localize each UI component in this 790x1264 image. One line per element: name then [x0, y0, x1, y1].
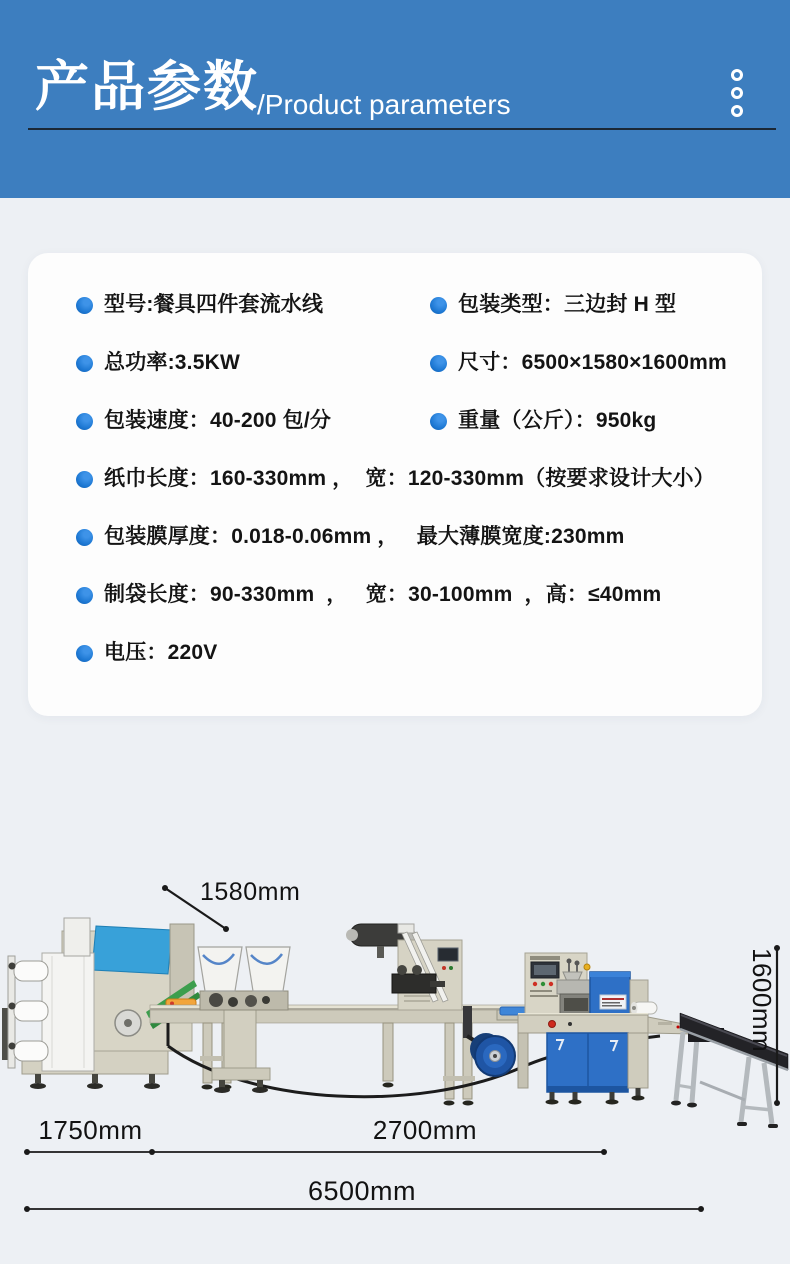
spec-row-speed-weight [28, 392, 762, 450]
header-divider [28, 128, 776, 130]
bullet-icon [76, 297, 93, 314]
spec-voltage [76, 640, 217, 665]
dim-label-width: 1580mm [200, 878, 301, 906]
packaging-machine-unit [497, 953, 694, 1105]
bullet-icon [76, 529, 93, 546]
spec-tissue-size-text: 纸巾长度：160-330mm ， 宽：120-330mm（按要求设计大小） [104, 467, 715, 491]
spec-model-text: 型号:餐具四件套流水线 [104, 293, 324, 317]
spec-film [76, 524, 624, 549]
bullet-icon [76, 471, 93, 488]
page-title: 产品参数 [35, 57, 259, 117]
spec-row-bag-size [28, 566, 762, 624]
dim-label-height: 1600mm [747, 948, 777, 1053]
dot-icon [731, 105, 743, 117]
bullet-icon [76, 413, 93, 430]
dot-icon [731, 69, 743, 81]
spec-weight [430, 408, 656, 433]
spec-model [76, 292, 430, 317]
page-subtitle: /Product parameters [257, 89, 511, 120]
spec-size-text: 尺寸：6500×1580×1600mm [458, 351, 727, 375]
spec-speed-text: 包装速度：40-200 包/分 [104, 409, 332, 433]
spec-bag-size [76, 582, 661, 607]
spec-voltage-text: 电压：220V [104, 641, 218, 665]
spec-power [76, 350, 430, 375]
bullet-icon [430, 355, 447, 372]
spec-tissue-size [76, 466, 715, 491]
page-header [0, 0, 790, 198]
spec-size [430, 350, 727, 375]
spec-speed [76, 408, 430, 433]
bullet-icon [430, 413, 447, 430]
dim-line-1750-2700 [24, 1149, 607, 1155]
dot-icon [731, 87, 743, 99]
spec-row-film [28, 508, 762, 566]
bullet-icon [76, 355, 93, 372]
bullet-icon [76, 587, 93, 604]
dim-label-segment1: 1750mm [38, 1115, 143, 1145]
control-reel-unit [346, 924, 462, 1010]
spec-bag-size-text: 制袋长度：90-330mm ， 宽：30-100mm ，高：≤40mm [104, 583, 662, 607]
spec-package-type [430, 292, 676, 317]
spec-weight-text: 重量（公斤）：950kg [458, 409, 657, 433]
dim-label-segment2: 2700mm [372, 1115, 478, 1145]
bullet-icon [76, 645, 93, 662]
spec-package-type-text: 包装类型：三边封 H 型 [458, 293, 677, 317]
bullet-icon [430, 297, 447, 314]
spec-power-text: 总功率:3.5KW [104, 351, 240, 375]
dim-label-total: 6500mm [307, 1176, 417, 1206]
vertical-dots-icon [731, 69, 743, 117]
spec-film-text: 包装膜厚度：0.018-0.06mm ， 最大薄膜宽度:230mm [104, 525, 625, 549]
spec-row-model-type [28, 276, 762, 334]
tissue-rack-unit [2, 918, 94, 1071]
spec-row-voltage [28, 624, 762, 682]
spec-row-tissue-size [28, 450, 762, 508]
product-parameters-card [28, 253, 762, 716]
spec-row-power-size [28, 334, 762, 392]
